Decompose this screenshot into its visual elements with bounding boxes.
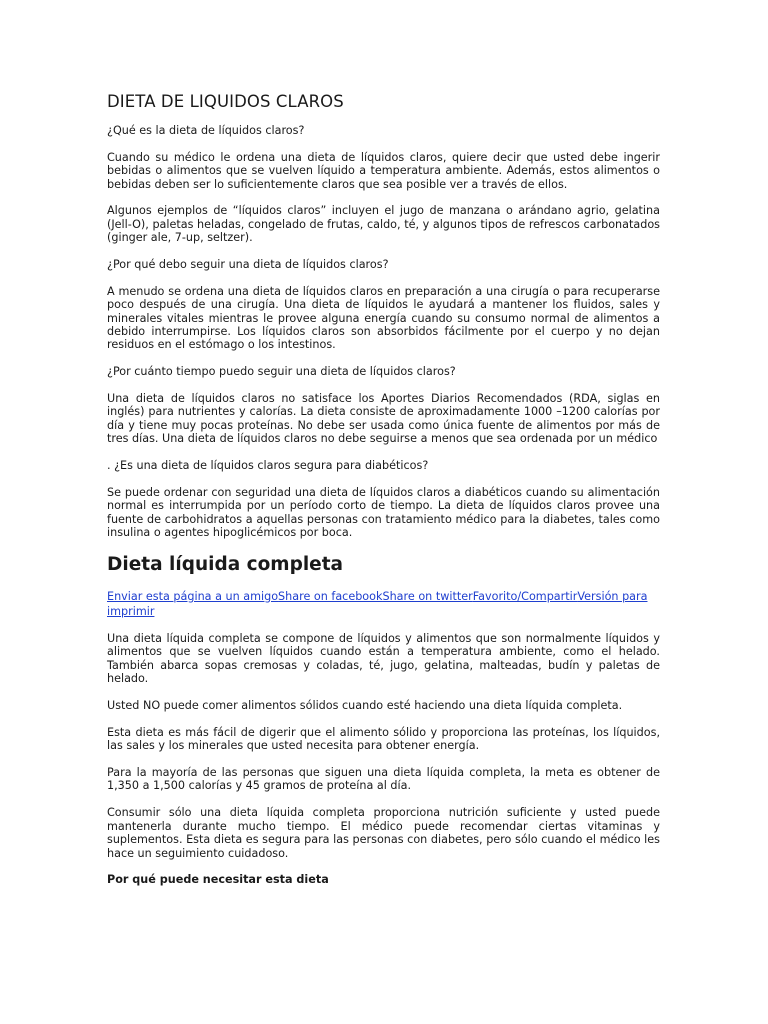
- paragraph-nutrition: Consumir sólo una dieta líquida completa proporciona nutrición suficiente y usted puede mantenerla durante mucho tiempo. El médico puede recomendar ciertas vitaminas y suplementos. Esta dieta es segura para las personas con diabetes, pero sólo cuando el médico les hace un seguimiento cuidadoso.: [107, 806, 660, 860]
- document-page: [107, 92, 660, 900]
- link-favorite-share[interactable]: Favorito/Compartir: [472, 589, 578, 603]
- section-heading-full-liquid: Dieta líquida completa: [107, 553, 344, 575]
- question-what-is: ¿Qué es la dieta de líquidos claros?: [107, 124, 305, 137]
- question-how-long: ¿Por cuánto tiempo puedo seguir una dieta de líquidos claros?: [107, 365, 456, 379]
- paragraph-examples: Algunos ejemplos de “líquidos claros” incluyen el jugo de manzana o arándano agrio, gelatina (Jell-O), paletas heladas, congelado de frutas, caldo, té, y algunos tipos de refrescos carbonatados (ginger ale, 7-up, seltzer).: [107, 204, 660, 245]
- link-share-twitter[interactable]: Share on twitter: [382, 589, 473, 603]
- question-why: ¿Por qué debo seguir una dieta de líquidos claros?: [107, 258, 389, 272]
- paragraph-definition: Cuando su médico le ordena una dieta de líquidos claros, quiere decir que usted debe ingerir bebidas o alimentos que se vuelven líquido a temperatura ambiente. Además, estos alimentos o bebidas deben ser lo suficientemente claros que sea posible ver a través de ellos.: [107, 150, 660, 191]
- paragraph-how-long: Una dieta de líquidos claros no satisface los Aportes Diarios Recomendados (RDA, siglas en inglés) para nutrientes y calorías. La dieta consiste de aproximadamente 1000 –1200 calorías por día y tiene muy pocas proteínas. No debe ser usada como única fuente de alimentos por más de tres días. Una dieta de líquidos claros no debe seguirse a menos que sea ordenada por un médico: [107, 392, 660, 446]
- paragraph-easier-digest: Esta dieta es más fácil de digerir que el alimento sólido y proporciona las proteínas, los líquidos, las sales y los minerales que usted necesita para obtener energía.: [107, 725, 660, 753]
- paragraph-diabetics: Se puede ordenar con seguridad una dieta de líquidos claros a diabéticos cuando su alimentación normal es interrumpida por un período corto de tiempo. La dieta de líquidos claros provee una fuente de carbohidratos a aquellas personas con tratamiento médico para la diabetes, tales como insulina o agentes hipoglicémicos por boca.: [107, 485, 660, 540]
- subheading-why-need: Por qué puede necesitar esta dieta: [107, 873, 329, 887]
- question-diabetics: . ¿Es una dieta de líquidos claros segura para diabéticos?: [107, 459, 429, 473]
- link-share-facebook[interactable]: Share on facebook: [278, 589, 383, 603]
- share-links: [107, 588, 660, 619]
- paragraph-no-solids: Usted NO puede comer alimentos sólidos cuando esté haciendo una dieta líquida completa.: [107, 699, 623, 713]
- paragraph-calorie-goal: Para la mayoría de las personas que siguen una dieta líquida completa, la meta es obtener de 1,350 a 1,500 calorías y 45 gramos de proteína al día.: [107, 766, 660, 793]
- link-send-to-friend[interactable]: Enviar esta página a un amigo: [107, 589, 279, 603]
- link-print-version[interactable]: Versión para imprimir: [107, 589, 648, 619]
- document-title: DIETA DE LIQUIDOS CLAROS: [107, 92, 344, 111]
- paragraph-full-liquid-definition: Una dieta líquida completa se compone de líquidos y alimentos que son normalmente líquidos y alimentos que se vuelven líquidos cuando están a temperatura ambiente, como el helado. También abarca sopas cremosas y coladas, té, jugo, gelatina, malteadas, budín y paletas de helado.: [107, 632, 660, 686]
- paragraph-why: A menudo se ordena una dieta de líquidos claros en preparación a una cirugía o para recuperarse poco después de una cirugía. Una dieta de líquidos le ayudará a mantener los fluidos, sales y minerales vitales mientras le provee alguna energía cuando su consumo normal de alimentos a debido interrumpirse. Los líquidos claros son absorbidos fácilmente por el cuerpo y no dejan residuos en el estómago o los intestinos.: [107, 284, 660, 352]
